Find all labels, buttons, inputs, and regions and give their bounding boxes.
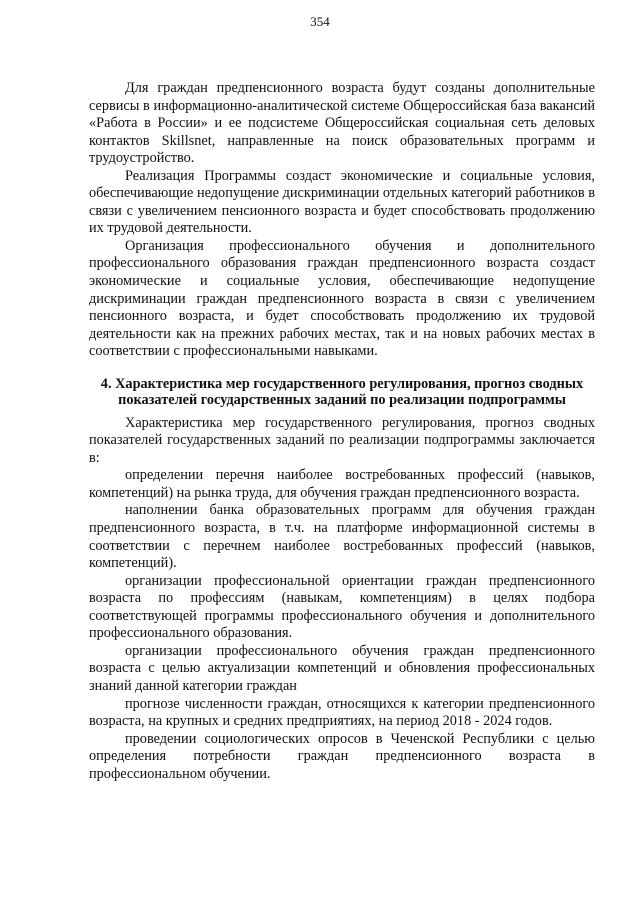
page-number: 354 [310, 14, 330, 29]
paragraph: проведении социологических опросов в Чеченской Республики с целью определения потребности граждан предпенсионного возраста в профессиональном обучении. [89, 730, 595, 782]
paragraph: Характеристика мер государственного регулирования, прогноз сводных показателей государственных заданий по реализации подпрограммы заключается в: [89, 414, 595, 466]
paragraph: наполнении банка образовательных программ для обучения граждан предпенсионного возраста, в т.ч. на платформе информационной системы в соответствии с перечнем наиболее востребованных профессий (навыков, компетенций). [89, 502, 595, 572]
paragraph: Для граждан предпенсионного возраста будут созданы дополнительные сервисы в информационно-аналитической системе Общероссийская база вакансий «Работа в России» и ее подсистеме Общероссийская социальная сеть деловых контактов Skillsnet, направленные на поиск образовательных программ и трудоустройство. [89, 80, 595, 167]
paragraph: прогнозе численности граждан, относящихся к категории предпенсионного возраста, на крупных и средних предприятиях, на период 2018 - 2024 годов. [89, 695, 595, 730]
section-heading-line: показателей государственных заданий по реализации подпрограммы [118, 391, 566, 408]
paragraph: Организация профессионального обучения и дополнительного профессионального образования граждан предпенсионного возраста создаст экономические и социальные условия, обеспечивающие недопущение дискриминации граждан предпенсионного возраста в связи с увеличением пенсионного возраста, и будет способствовать продолжению их трудовой деятельности как на прежних рабочих местах, так и на новых рабочих местах в соответствии с профессиональными навыками. [89, 237, 595, 360]
paragraph: определении перечня наиболее востребованных профессий (навыков, компетенций) на рынка труда, для обучения граждан предпенсионного возраста. [89, 467, 595, 501]
paragraph: организации профессиональной ориентации граждан предпенсионного возраста по профессиям (навыкам, компетенциям) в целях подбора соответствующей программы профессионального обучения и дополнительного профессионального образования. [89, 572, 595, 642]
page-content [89, 80, 595, 783]
paragraph: Реализация Программы создаст экономические и социальные условия, обеспечивающие недопущение дискриминации отдельных категорий работников в связи с увеличением пенсионного возраста и будет способствовать продолжению их трудовой деятельности. [89, 167, 595, 237]
paragraph: организации профессионального обучения граждан предпенсионного возраста с целью актуализации компетенций и обновления профессиональных знаний данной категории граждан [89, 642, 595, 694]
section-heading-line: 4. Характеристика мер государственного регулирования, прогноз сводных [100, 375, 584, 392]
section-heading [89, 376, 595, 408]
